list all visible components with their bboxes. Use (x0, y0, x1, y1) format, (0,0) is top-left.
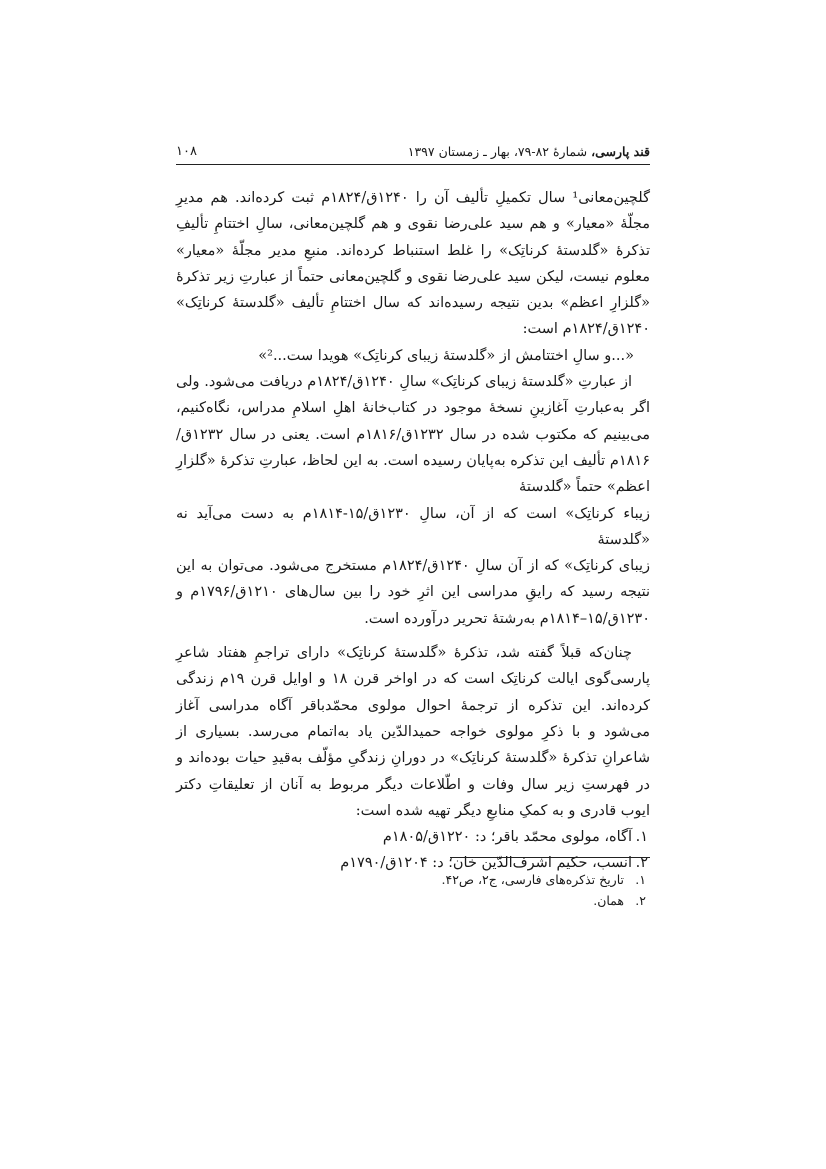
paragraph-1: گلچین‌معانی¹ سال تکمیلِ تألیف آن را ۱۲۴۰ق/۱۸۲۴م ثبت کرده‌اند. هم مدیرِ مجلّۀ «معیار» و هم سید علی‌رضا نقوی و هم گلچین‌معانی، سالِ اختتامِ تألیفِ تذکرۀ «گلدستۀ کرناتِک» را غلط استنباط کرده‌اند. منبعِ مدیر مجلّۀ «معیار» معلوم نیست، لیکن سید علی‌رضا نقوی و گلچین‌معانی حتماً از عبارتِ زیر تذکرۀ «گلزارِ اعظم» بدین نتیجه رسیده‌اند که سال اختتامِ تألیف «گلدستۀ کرناتِک» ۱۲۴۰ق/۱۸۲۴م است: (176, 190, 650, 338)
running-header (176, 142, 650, 165)
paragraph-3: چنان‌که قبلاً گفته شد، تذکرۀ «گلدستۀ کرناتِک» دارای تراجمِ هفتاد شاعرِ پارسی‌گوی ایالت کرناتِک است که در اواخر قرن ۱۸ و اوایل قرن ۱۹م زندگی کرده‌اند. این تذکره از ترجمۀ احوال مولوی محمّدباقر آگاه مدراسی آغاز می‌شود و با ذکرِ مولوی خواجه حمیدالدّین یاد به‌اتمام می‌رسد. بسیاری از شاعرانِ تذکرۀ «گلدستۀ کرناتِک» در دورانِ زندگیِ مؤلّف به‌قیدِ حیات بوده‌اند و در فهرستِ زیر سال وفات و اطّلاعات دیگر مربوط به آنان از تعلیقاتِ دکتر ایوب قادری و به کمکِ منابعِ دیگر تهیه شده است: (176, 645, 650, 819)
list-text: انسب، حکیم اشرف‌الدّین خان؛ د: ۱۲۰۴ق/۱۷۹۰م (340, 855, 632, 872)
journal-citation (408, 144, 650, 159)
footnote-number: ۱. (635, 872, 646, 887)
footnote-number: ۲. (635, 893, 646, 908)
page-number: ۱۰۸ (176, 144, 197, 159)
quotation: «...و سالِ اختتامش از «گلدستۀ زیبای کرناتِک» هویدا ست...²» (258, 347, 634, 364)
footnote-text: همان. (593, 893, 624, 908)
paragraph-2: از عبارتِ «گلدستۀ زیبای کرناتِک» سالِ ۱۲۴۰ق/۱۸۲۴م دریافت می‌شود. ولی اگر به‌عبارتِ آغازینِ نسخۀ موجود در کتاب‌خانۀ اهلِ اسلامِ مدراس، نگاه‌کنیم، می‌بینیم که مکتوب شده در سال ۱۲۳۲ق/۱۸۱۶م است. یعنی در سال ۱۲۳۲ق/۱۸۱۶م تألیف این تذکره به‌پایان رسیده است. به این لحاظ، عبارتِ تذکرۀ «گلزارِ اعظم» حتماً «گلدستۀ (176, 374, 650, 496)
journal-name: قند پارسی، (591, 144, 650, 159)
footnotes (176, 869, 650, 911)
footnote-text: تاریخ تذکره‌های فارسی، ج۲، ص۴۲. (441, 872, 624, 887)
main-text (176, 185, 650, 877)
footnote (176, 890, 650, 911)
list-item (176, 824, 650, 850)
footnote-divider (450, 857, 650, 858)
paragraph-2-line-underlined-a: زیباء کرناتِک» است که از آن، سالِ ۱۲۳۰ق/۱۵-۱۸۱۴م به دست می‌آید نه «گلدستۀ (176, 505, 651, 548)
list-number: ۱. (635, 829, 648, 846)
journal-issue: شمارۀ ۸۲-۷۹، بهار ـ زمستان ۱۳۹۷ (407, 144, 592, 159)
list-number: ۲. (635, 855, 648, 872)
paragraph-2-continued: زیبای کرناتِک» که از آن سالِ ۱۲۴۰ق/۱۸۲۴م مستخرج می‌شود. می‌توان به این نتیجه رسید که رایقِ مدراسی این اثرِ خود را بین سال‌های ۱۲۱۰ق/۱۷۹۶م و ۱۲۳۰ق/۱۵–۱۸۱۴م به‌رشتۀ تحریر درآورده است. (176, 558, 650, 627)
footnote (176, 869, 650, 890)
list-text: آگاه، مولوی محمّد باقر؛ د: ۱۲۲۰ق/۱۸۰۵م (382, 829, 632, 846)
